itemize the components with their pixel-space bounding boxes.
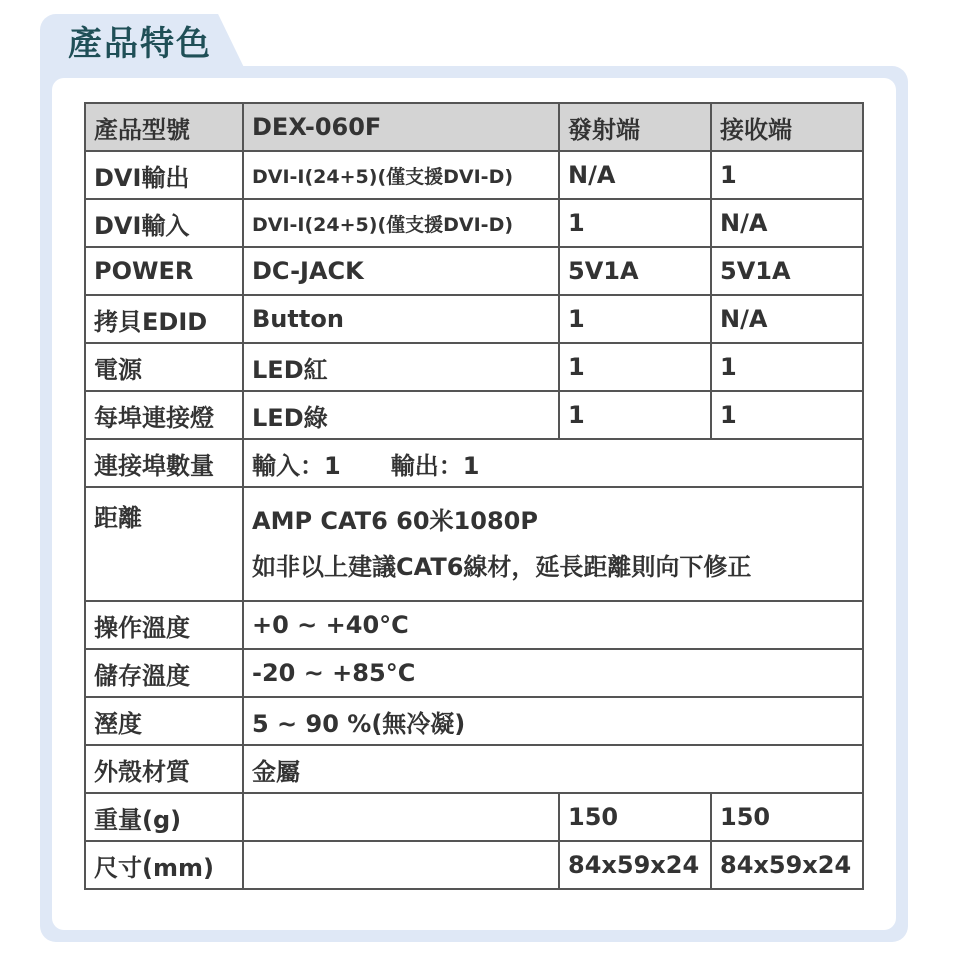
row-value: -20 ~ +85°C xyxy=(243,649,863,697)
table-row xyxy=(85,649,863,697)
table-row xyxy=(85,601,863,649)
row-value: LED綠 xyxy=(243,391,559,439)
row-receiver: 84x59x24 xyxy=(711,841,863,889)
header-cell-receiver: 接收端 xyxy=(711,103,863,151)
table-row-distance xyxy=(85,487,863,601)
table-row xyxy=(85,247,863,295)
row-value: 5 ~ 90 %(無冷凝) xyxy=(243,697,863,745)
header-cell-transmitter: 發射端 xyxy=(559,103,711,151)
row-value xyxy=(243,793,559,841)
row-value: +0 ~ +40°C xyxy=(243,601,863,649)
row-receiver: N/A xyxy=(711,199,863,247)
table-row-size xyxy=(85,841,863,889)
table-row xyxy=(85,295,863,343)
row-receiver: 1 xyxy=(711,151,863,199)
distance-line-1: AMP CAT6 60米1080P xyxy=(252,507,538,535)
port-count-value xyxy=(243,439,863,487)
table-row xyxy=(85,745,863,793)
table-row xyxy=(85,343,863,391)
distance-value xyxy=(243,487,863,601)
row-receiver: 5V1A xyxy=(711,247,863,295)
row-transmitter: 84x59x24 xyxy=(559,841,711,889)
section-title: 產品特色 xyxy=(68,24,212,64)
row-label: 尺寸(mm) xyxy=(85,841,243,889)
row-label: DVI輸入 xyxy=(85,199,243,247)
row-label: 重量(g) xyxy=(85,793,243,841)
row-label: 操作溫度 xyxy=(85,601,243,649)
row-transmitter: 1 xyxy=(559,391,711,439)
row-transmitter: 1 xyxy=(559,343,711,391)
port-count-input: 輸入：1 xyxy=(252,451,341,480)
row-value: DC-JACK xyxy=(243,247,559,295)
table-row xyxy=(85,697,863,745)
table-row-port-count xyxy=(85,439,863,487)
row-label: 儲存溫度 xyxy=(85,649,243,697)
row-receiver: 150 xyxy=(711,793,863,841)
table-row xyxy=(85,199,863,247)
row-transmitter: 1 xyxy=(559,295,711,343)
table-row xyxy=(85,151,863,199)
row-value: LED紅 xyxy=(243,343,559,391)
row-receiver: 1 xyxy=(711,343,863,391)
row-transmitter: 1 xyxy=(559,199,711,247)
table-row xyxy=(85,391,863,439)
row-label: 電源 xyxy=(85,343,243,391)
row-label: 連接埠數量 xyxy=(85,439,243,487)
row-label: 外殼材質 xyxy=(85,745,243,793)
row-value xyxy=(243,841,559,889)
header-cell-model: DEX-060F xyxy=(243,103,559,151)
row-value: 金屬 xyxy=(243,745,863,793)
row-receiver: 1 xyxy=(711,391,863,439)
port-count-output: 輸出：1 xyxy=(390,451,480,480)
row-value: DVI-I(24+5)(僅支援DVI-D) xyxy=(243,199,559,247)
row-label: 每埠連接燈 xyxy=(85,391,243,439)
row-value: Button xyxy=(243,295,559,343)
row-label: 距離 xyxy=(85,487,243,601)
header-cell-model-label: 產品型號 xyxy=(85,103,243,151)
table-row-weight xyxy=(85,793,863,841)
distance-line-2: 如非以上建議CAT6線材，延長距離則向下修正 xyxy=(252,553,752,581)
row-label: DVI輸出 xyxy=(85,151,243,199)
row-value: DVI-I(24+5)(僅支援DVI-D) xyxy=(243,151,559,199)
row-transmitter: N/A xyxy=(559,151,711,199)
row-receiver: N/A xyxy=(711,295,863,343)
row-transmitter: 5V1A xyxy=(559,247,711,295)
table-header-row xyxy=(85,103,863,151)
row-label: 拷貝EDID xyxy=(85,295,243,343)
spec-table xyxy=(84,102,864,890)
row-label: 溼度 xyxy=(85,697,243,745)
row-label: POWER xyxy=(85,247,243,295)
row-transmitter: 150 xyxy=(559,793,711,841)
